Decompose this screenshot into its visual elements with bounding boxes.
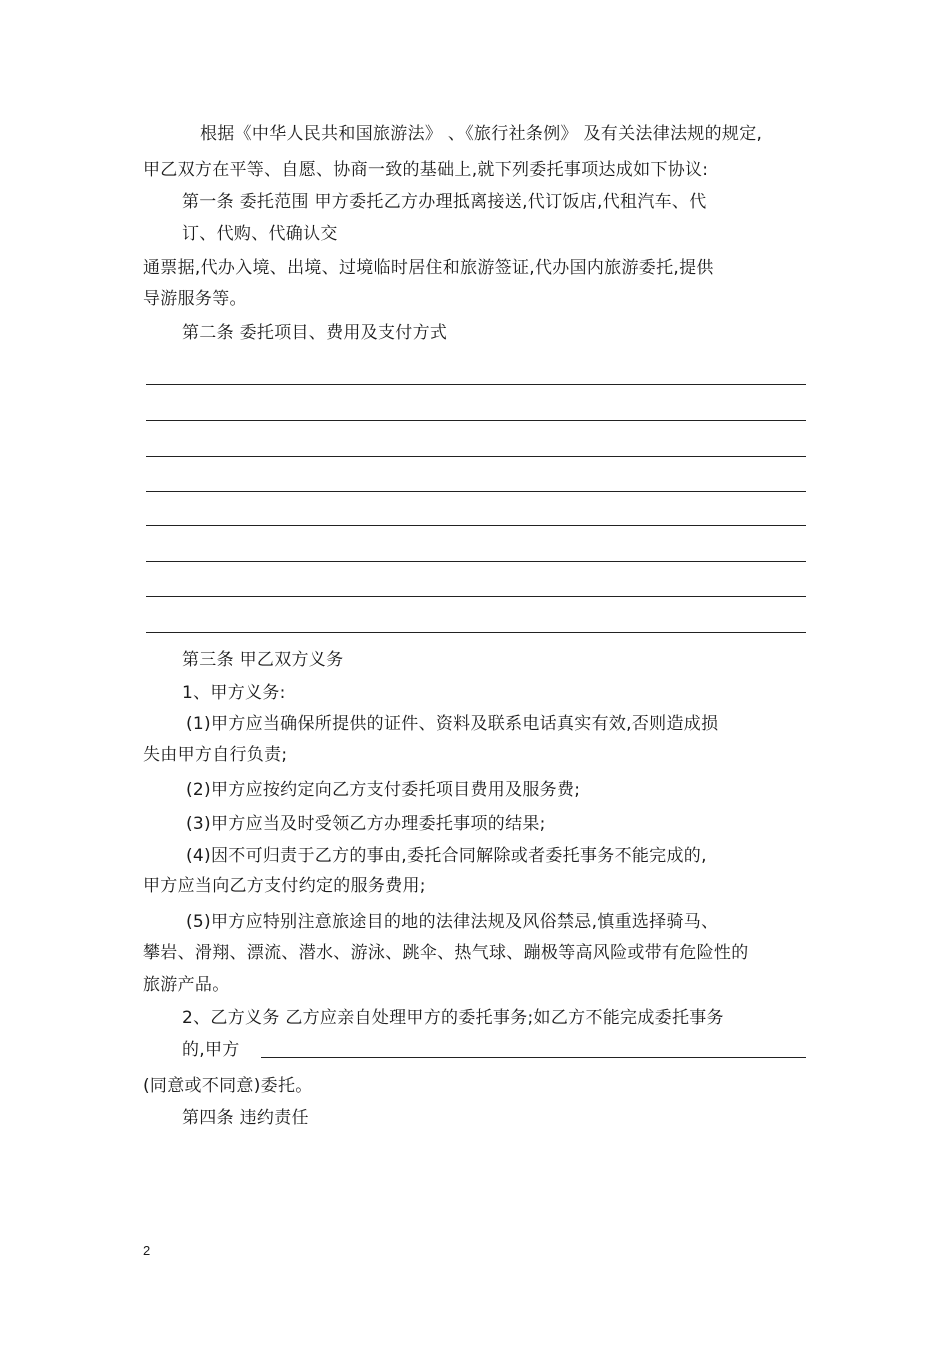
article-1-line-2: 订、代购、代确认交	[182, 224, 338, 244]
article-1-line-1: 第一条 委托范围 甲方委托乙方办理抵离接送,代订饭店,代租汽车、代	[182, 192, 707, 212]
obligation-4-line-2: 甲方应当向乙方支付约定的服务费用;	[143, 876, 426, 896]
obligation-4-line-1: (4)因不可归责于乙方的事由,委托合同解除或者委托事务不能完成的,	[186, 846, 707, 866]
intro-line-2: 甲乙双方在平等、自愿、协商一致的基础上,就下列委托事项达成如下协议:	[143, 160, 709, 180]
party-b-obligations-line-2: 的,甲方	[182, 1040, 240, 1060]
obligation-5-line-3: 旅游产品。	[143, 975, 230, 995]
article-1-line-3: 通票据,代办入境、出境、过境临时居住和旅游签证,代办国内旅游委托,提供	[143, 258, 714, 278]
fill-in-line	[146, 384, 806, 385]
fill-in-line	[146, 632, 806, 633]
party-b-obligations-line-3: (同意或不同意)委托。	[143, 1076, 313, 1096]
fill-in-line	[146, 525, 806, 526]
page-number: 2	[143, 1243, 151, 1258]
obligation-1-line-1: (1)甲方应当确保所提供的证件、资料及联系电话真实有效,否则造成损	[186, 714, 719, 734]
article-3-heading: 第三条 甲乙双方义务	[182, 650, 344, 670]
obligation-2: (2)甲方应按约定向乙方支付委托项目费用及服务费;	[186, 780, 581, 800]
intro-line-1: 根据《中华人民共和国旅游法》 、《旅行社条例》 及有关法律法规的规定,	[200, 124, 763, 144]
article-1-line-4: 导游服务等。	[143, 289, 247, 309]
obligation-5-line-1: (5)甲方应特别注意旅途目的地的法律法规及风俗禁忌,慎重选择骑马、	[186, 912, 719, 932]
obligation-1-line-2: 失由甲方自行负责;	[143, 745, 288, 765]
consent-blank-line	[261, 1057, 806, 1058]
obligation-3: (3)甲方应当及时受领乙方办理委托事项的结果;	[186, 814, 546, 834]
obligation-5-line-2: 攀岩、滑翔、漂流、潜水、游泳、跳伞、热气球、蹦极等高风险或带有危险性的	[143, 943, 749, 963]
party-a-obligations-heading: 1、甲方义务:	[182, 683, 286, 703]
article-2-heading: 第二条 委托项目、费用及支付方式	[182, 323, 448, 343]
fill-in-line	[146, 491, 806, 492]
fill-in-line	[146, 561, 806, 562]
fill-in-line	[146, 596, 806, 597]
fill-in-line	[146, 456, 806, 457]
article-4-heading: 第四条 违约责任	[182, 1108, 309, 1128]
fill-in-line	[146, 420, 806, 421]
party-b-obligations-line-1: 2、乙方义务 乙方应亲自处理甲方的委托事务;如乙方不能完成委托事务	[182, 1008, 724, 1028]
